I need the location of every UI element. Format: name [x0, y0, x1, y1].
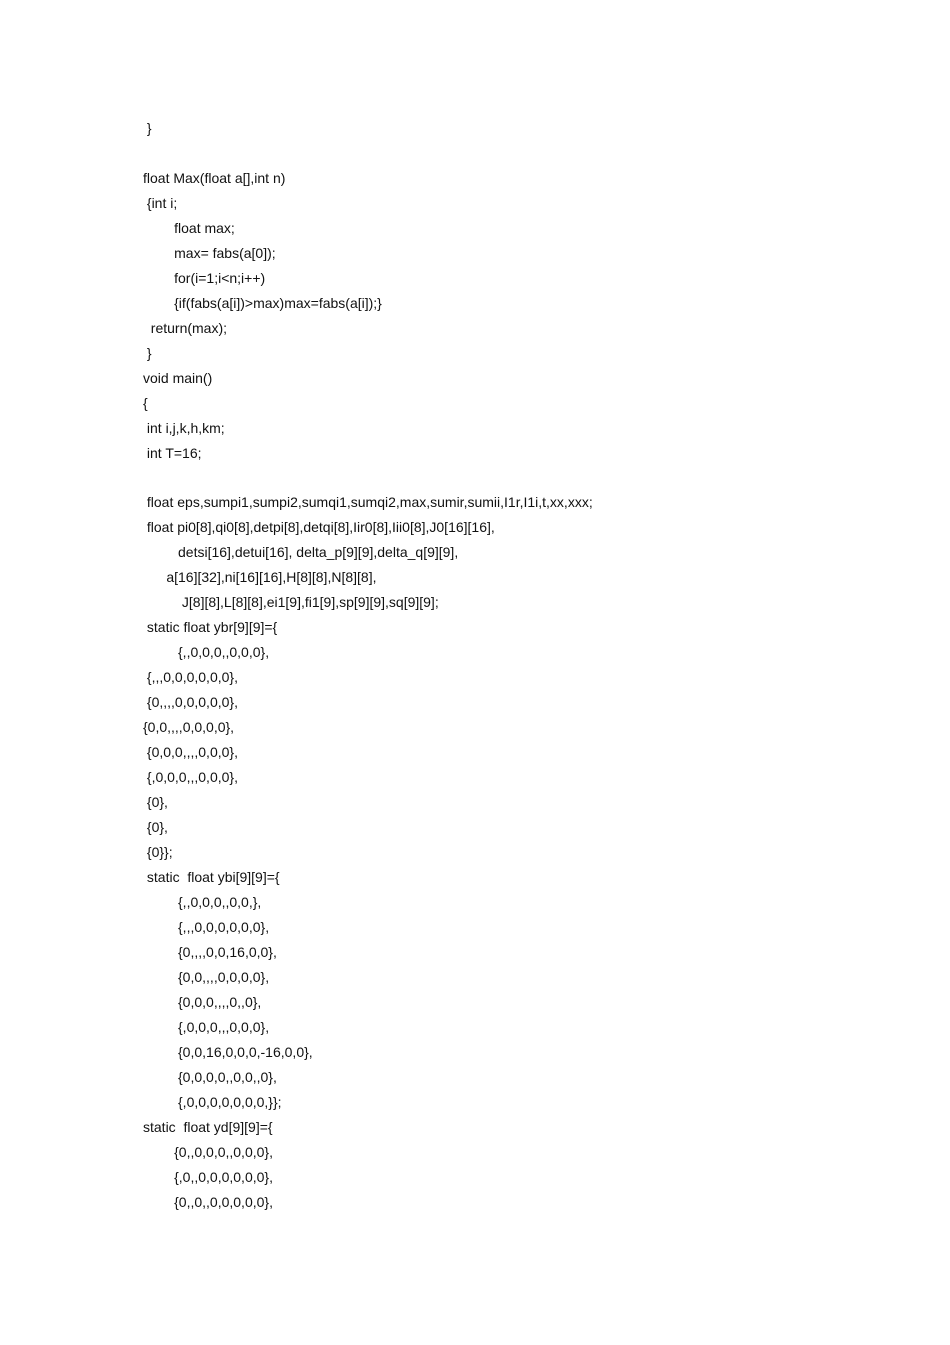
code-line: {,0,0,0,0,0,0,0,}}; [143, 1094, 282, 1110]
code-line: } [143, 120, 152, 136]
code-line: {,0,0,0,,,0,0,0}, [143, 769, 238, 785]
code-line: {,,0,0,0,,0,0,}, [143, 894, 262, 910]
code-line: {,0,0,0,,,0,0,0}, [143, 1019, 270, 1035]
code-line: {if(fabs(a[i])>max)max=fabs(a[i]);} [143, 295, 382, 311]
code-line: { [143, 395, 148, 411]
code-line: {0,0,,,,0,0,0,0}, [143, 969, 270, 985]
code-line: static float yd[9][9]={ [143, 1119, 273, 1135]
code-line: {0}, [143, 794, 168, 810]
code-line: void main() [143, 370, 213, 386]
code-line: float pi0[8],qi0[8],detpi[8],detqi[8],Iir0[8],Iii0[8],J0[16][16], [143, 519, 495, 535]
code-line: {0,,0,0,0,,0,0,0}, [143, 1144, 273, 1160]
code-line: static float ybi[9][9]={ [143, 869, 280, 885]
code-line: {0,0,0,,,,0,0,0}, [143, 744, 238, 760]
code-line: {,0,,0,0,0,0,0,0}, [143, 1169, 273, 1185]
code-line: {0,0,0,,,,0,,0}, [143, 994, 262, 1010]
code-line: float max; [143, 220, 235, 236]
code-line: int T=16; [143, 445, 202, 461]
code-line: max= fabs(a[0]); [143, 245, 276, 261]
code-line: {,,0,0,0,,0,0,0}, [143, 644, 270, 660]
code-line: float eps,sumpi1,sumpi2,sumqi1,sumqi2,max,sumir,sumii,I1r,I1i,t,xx,xxx; [143, 494, 593, 510]
code-line: detsi[16],detui[16], delta_p[9][9],delta_q[9][9], [143, 544, 459, 560]
code-line: {,,,0,0,0,0,0,0}, [143, 669, 238, 685]
code-line: J[8][8],L[8][8],ei1[9],fi1[9],sp[9][9],sq[9][9]; [143, 594, 439, 610]
code-line: {int i; [143, 195, 178, 211]
code-line: static float ybr[9][9]={ [143, 619, 278, 635]
code-line: {0,,0,,0,0,0,0,0}, [143, 1194, 273, 1210]
code-line: {0,,,,0,0,16,0,0}, [143, 944, 277, 960]
code-line: {0}, [143, 819, 168, 835]
code-line: float Max(float a[],int n) [143, 170, 286, 186]
code-line: {0,0,0,0,,0,0,,0}, [143, 1069, 277, 1085]
code-line: for(i=1;i<n;i++) [143, 270, 266, 286]
code-line: {0,,,,0,0,0,0,0}, [143, 694, 238, 710]
code-line: a[16][32],ni[16][16],H[8][8],N[8][8], [143, 569, 377, 585]
code-line: return(max); [143, 320, 228, 336]
code-line: {,,,0,0,0,0,0,0}, [143, 919, 270, 935]
code-line: int i,j,k,h,km; [143, 420, 225, 436]
code-line: {0}}; [143, 844, 173, 860]
code-line: {0,0,,,,0,0,0,0}, [143, 719, 235, 735]
code-line: {0,0,16,0,0,0,-16,0,0}, [143, 1044, 313, 1060]
code-line: } [143, 345, 152, 361]
